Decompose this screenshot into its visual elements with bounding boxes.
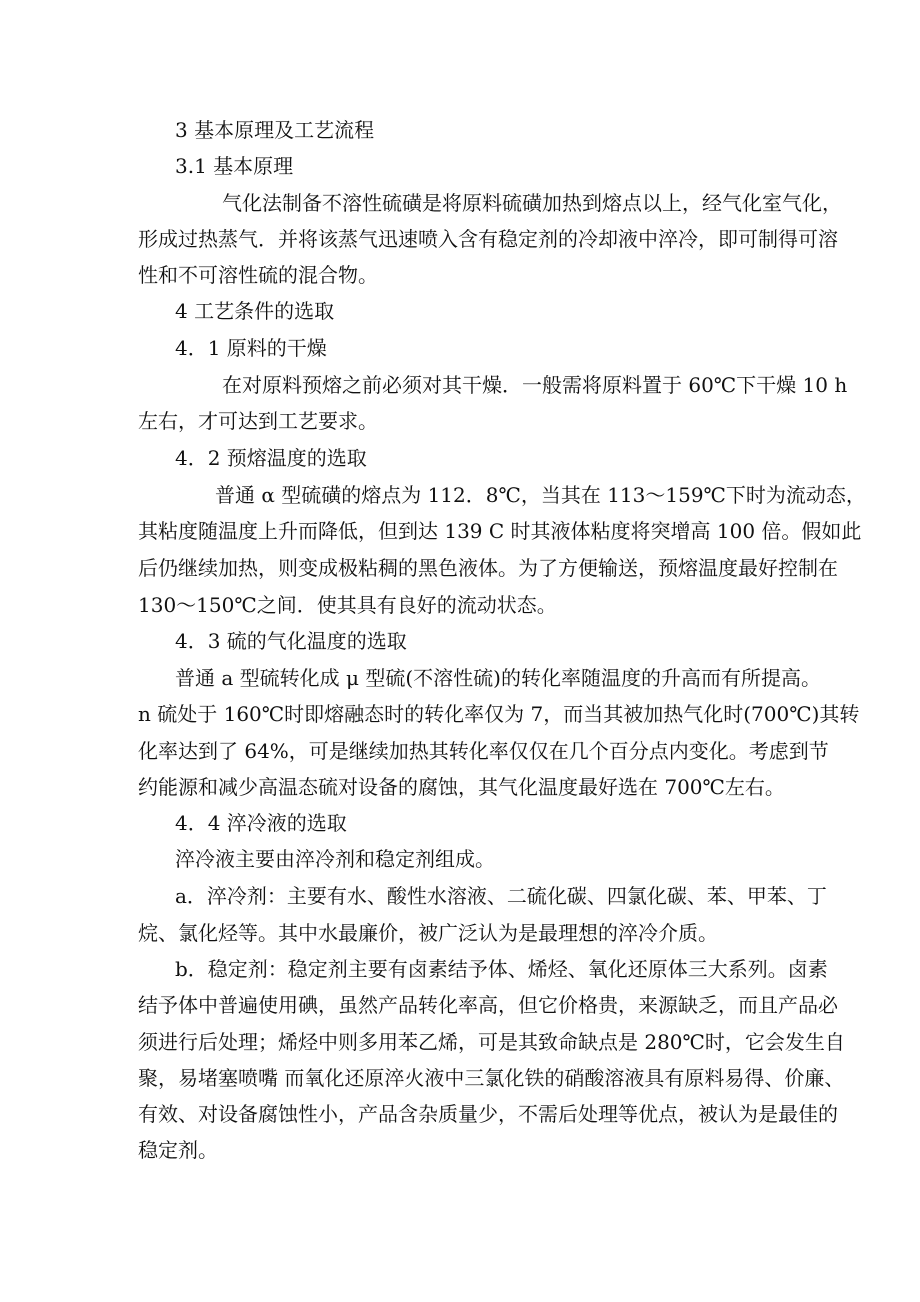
- paragraph-line: 普通 a 型硫转化成 μ 型硫(不溶性硫)的转化率随温度的升高而有所提高。: [175, 666, 821, 690]
- paragraph-line: 130～150℃之间．使其具有良好的流动状态。: [138, 593, 557, 617]
- paragraph-line: 烷、氯化烃等。其中水最廉价，被广泛认为是最理想的淬冷介质。: [138, 921, 718, 945]
- subsection-heading-4-4: 4．4 淬冷液的选取: [175, 811, 347, 835]
- section-heading-4: 4 工艺条件的选取: [175, 299, 335, 323]
- paragraph-line: 性和不可溶性硫的混合物。: [138, 263, 378, 287]
- paragraph-line: 须进行后处理；烯烃中则多用苯乙烯，可是其致命缺点是 280℃时，它会发生自: [138, 1030, 845, 1054]
- paragraph-line: 普通 α 型硫磺的熔点为 112．8℃，当其在 113～159℃下时为流动态，: [215, 483, 866, 507]
- paragraph-line: n 硫处于 160℃时即熔融态时的转化率仅为 7，而当其被加热气化时(700℃)其转: [138, 702, 860, 726]
- paragraph-line: 聚，易堵塞喷嘴 而氧化还原淬火液中三氯化铁的硝酸溶液具有原料易得、价廉、: [138, 1066, 845, 1090]
- paragraph-line: 在对原料预熔之前必须对其干燥．一般需将原料置于 60℃下干燥 10 h: [222, 373, 848, 397]
- paragraph-line: 结予体中普遍使用碘，虽然产品转化率高，但它价格贵，来源缺乏，而且产品必: [138, 993, 838, 1017]
- paragraph-line: 淬冷液主要由淬冷剂和稳定剂组成。: [175, 847, 495, 871]
- list-item-a: a．淬冷剂：主要有水、酸性水溶液、二硫化碳、四氯化碳、苯、甲苯、丁: [175, 884, 827, 908]
- paragraph-line: 有效、对设备腐蚀性小，产品含杂质量少，不需后处理等优点，被认为是最佳的: [138, 1102, 838, 1126]
- subsection-heading-4-1: 4．1 原料的干燥: [175, 336, 327, 360]
- paragraph-line: 气化法制备不溶性硫磺是将原料硫磺加热到熔点以上，经气化室气化，: [222, 191, 842, 215]
- paragraph-line: 后仍继续加热，则变成极粘稠的黑色液体。为了方便输送，预熔温度最好控制在: [138, 556, 838, 580]
- list-item-b: b．稳定剂：稳定剂主要有卤素结予体、烯烃、氧化还原体三大系列。卤素: [175, 957, 828, 981]
- paragraph-line: 稳定剂。: [138, 1138, 218, 1162]
- paragraph-line: 化率达到了 64%，可是继续加热其转化率仅仅在几个百分点内变化。考虑到节: [138, 739, 829, 763]
- paragraph-line: 约能源和减少高温态硫对设备的腐蚀，其气化温度最好选在 700℃左右。: [138, 775, 785, 799]
- subsection-heading-3-1: 3.1 基本原理: [175, 154, 294, 178]
- paragraph-line: 左右，才可达到工艺要求。: [138, 409, 378, 433]
- section-heading-3: 3 基本原理及工艺流程: [175, 118, 375, 142]
- paragraph-line: 其粘度随温度上升而降低，但到达 139 C 时其液体粘度将突增高 100 倍。假如此: [138, 519, 862, 543]
- subsection-heading-4-2: 4．2 预熔温度的选取: [175, 446, 367, 470]
- subsection-heading-4-3: 4．3 硫的气化温度的选取: [175, 629, 407, 653]
- paragraph-line: 形成过热蒸气．并将该蒸气迅速喷入含有稳定剂的冷却液中淬冷，即可制得可溶: [138, 227, 838, 251]
